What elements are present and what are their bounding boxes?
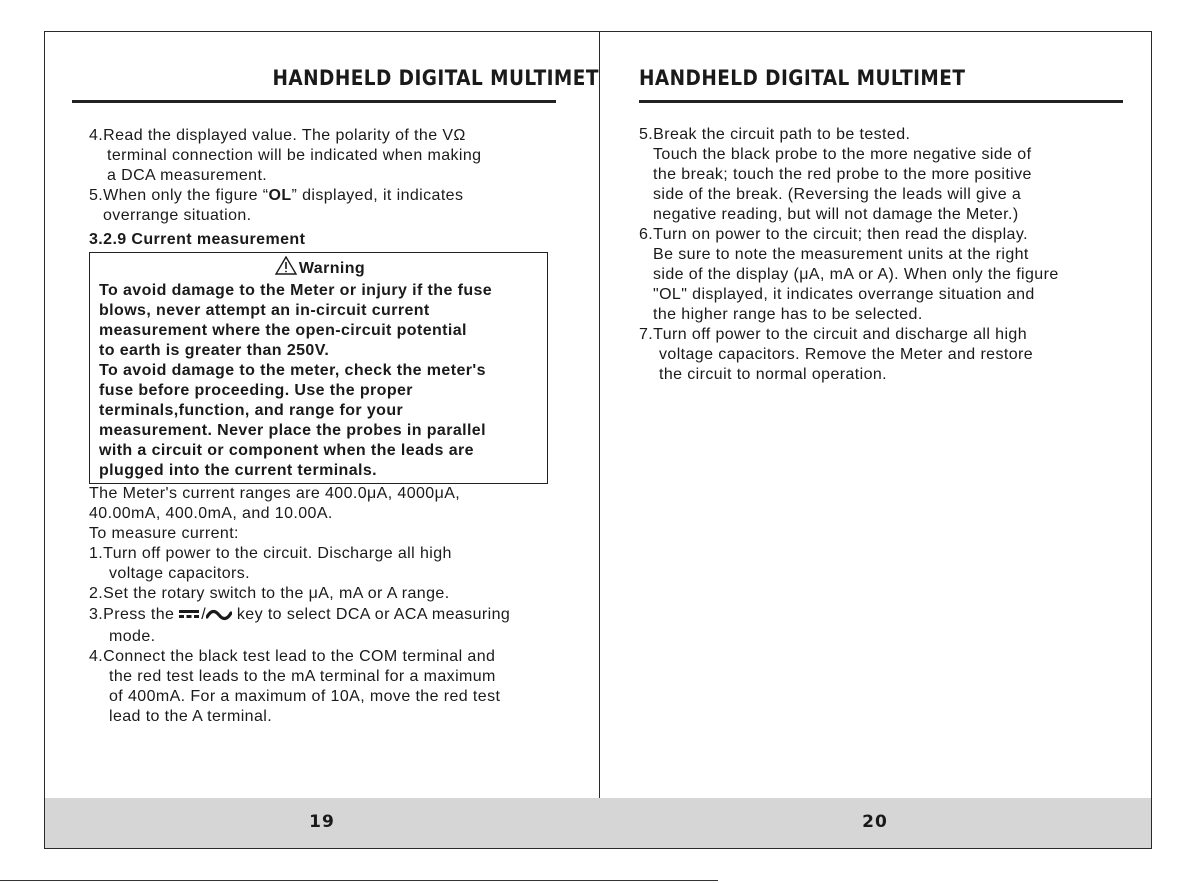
step-5-line: Touch the black probe to the more negative side of <box>653 146 1032 163</box>
step-4-line: lead to the A terminal. <box>109 708 273 725</box>
step-7-line: the circuit to normal operation. <box>659 366 888 383</box>
warning-line: measurement. Never place the probes in parallel <box>99 422 486 439</box>
page-19 <box>45 32 600 848</box>
step-5-line: the break; touch the red probe to the more positive <box>653 166 1032 183</box>
step-7-line: 7.Turn off power to the circuit and discharge all high <box>639 326 1028 343</box>
warning-line: to earth is greater than 250V. <box>99 342 330 359</box>
page-content <box>639 125 1139 385</box>
step-4-line: terminal connection will be indicated when making <box>107 147 482 164</box>
step-3-suffix: key to select DCA or ACA measuring <box>232 606 511 623</box>
bottom-rule <box>0 880 718 881</box>
section-heading: 3.2.9 Current measurement <box>89 231 306 248</box>
header-rule <box>639 100 1123 103</box>
step-2-line: 2.Set the rotary switch to the μA, mA or A range. <box>89 585 450 602</box>
header-rule <box>72 100 556 103</box>
step-3-prefix: 3.Press the <box>89 606 180 623</box>
key-separator: / <box>201 606 207 623</box>
ol-prefix: 5.When only the figure “ <box>89 187 269 204</box>
current-ranges-line: 40.00mA, 400.0mA, and 10.00A. <box>89 505 333 522</box>
step-6-line: the higher range has to be selected. <box>653 306 923 323</box>
step-6-line: "OL" displayed, it indicates overrange situation and <box>653 286 1035 303</box>
warning-title: Warning <box>298 260 366 277</box>
ol-figure: OL <box>268 187 292 204</box>
step-4-line: 4.Read the displayed value. The polarity of the VΩ <box>89 127 466 144</box>
step-5-line: negative reading, but will not damage the Meter.) <box>653 206 1019 223</box>
ol-suffix: ” displayed, it indicates <box>291 187 464 204</box>
step-4-line: of 400mA. For a maximum of 10A, move the red test <box>109 688 501 705</box>
step-7-line: voltage capacitors. Remove the Meter and restore <box>659 346 1034 363</box>
step-6-line: side of the display (μA, mA or A). When only the figure <box>653 266 1059 283</box>
step-1-line: voltage capacitors. <box>109 565 251 582</box>
warning-heading <box>99 256 541 281</box>
step-3-line: mode. <box>109 628 156 645</box>
step-4-line: 4.Connect the black test lead to the COM terminal and <box>89 648 496 665</box>
step-5-line: side of the break. (Reversing the leads will give a <box>653 186 1022 203</box>
step-1-line: 1.Turn off power to the circuit. Discharge all high <box>89 545 452 562</box>
current-ranges-line: The Meter's current ranges are 400.0μA, 4000μA, <box>89 485 461 502</box>
warning-line: with a circuit or component when the leads are <box>99 442 474 459</box>
warning-line: measurement where the open-circuit potential <box>99 322 467 339</box>
step-6-line: 6.Turn on power to the circuit; then read the display. <box>639 226 1028 243</box>
page-number: 20 <box>862 812 888 832</box>
page-header-title: HANDHELD DIGITAL MULTIMET <box>272 66 599 90</box>
step-5-line <box>89 186 579 206</box>
page-footer <box>45 798 599 848</box>
page-header-title: HANDHELD DIGITAL MULTIMET <box>639 66 966 90</box>
warning-triangle-icon <box>275 256 297 281</box>
step-3-line <box>89 604 579 627</box>
warning-line: fuse before proceeding. Use the proper <box>99 382 413 399</box>
warning-box <box>89 252 548 484</box>
page-number: 19 <box>309 812 335 832</box>
warning-body <box>99 281 541 481</box>
step-4-line: the red test leads to the mA terminal for a maximum <box>109 668 496 685</box>
step-5-line: 5.Break the circuit path to be tested. <box>639 126 911 143</box>
warning-line: To avoid damage to the Meter or injury if the fuse <box>99 282 493 299</box>
page-content <box>89 126 579 727</box>
warning-line: terminals,function, and range for your <box>99 402 404 419</box>
dc-symbol-icon <box>179 604 199 624</box>
manual-spread <box>44 31 1152 849</box>
warning-line: To avoid damage to the meter, check the meter's <box>99 362 486 379</box>
step-5-line: overrange situation. <box>103 207 252 224</box>
page-footer <box>599 798 1151 848</box>
ac-wave-icon <box>206 607 232 627</box>
page-20 <box>599 32 1151 848</box>
step-4-line: a DCA measurement. <box>107 167 268 184</box>
step-6-line: Be sure to note the measurement units at the right <box>653 246 1029 263</box>
warning-line: blows, never attempt an in-circuit current <box>99 302 430 319</box>
warning-line: plugged into the current terminals. <box>99 462 378 479</box>
measure-intro: To measure current: <box>89 525 239 542</box>
